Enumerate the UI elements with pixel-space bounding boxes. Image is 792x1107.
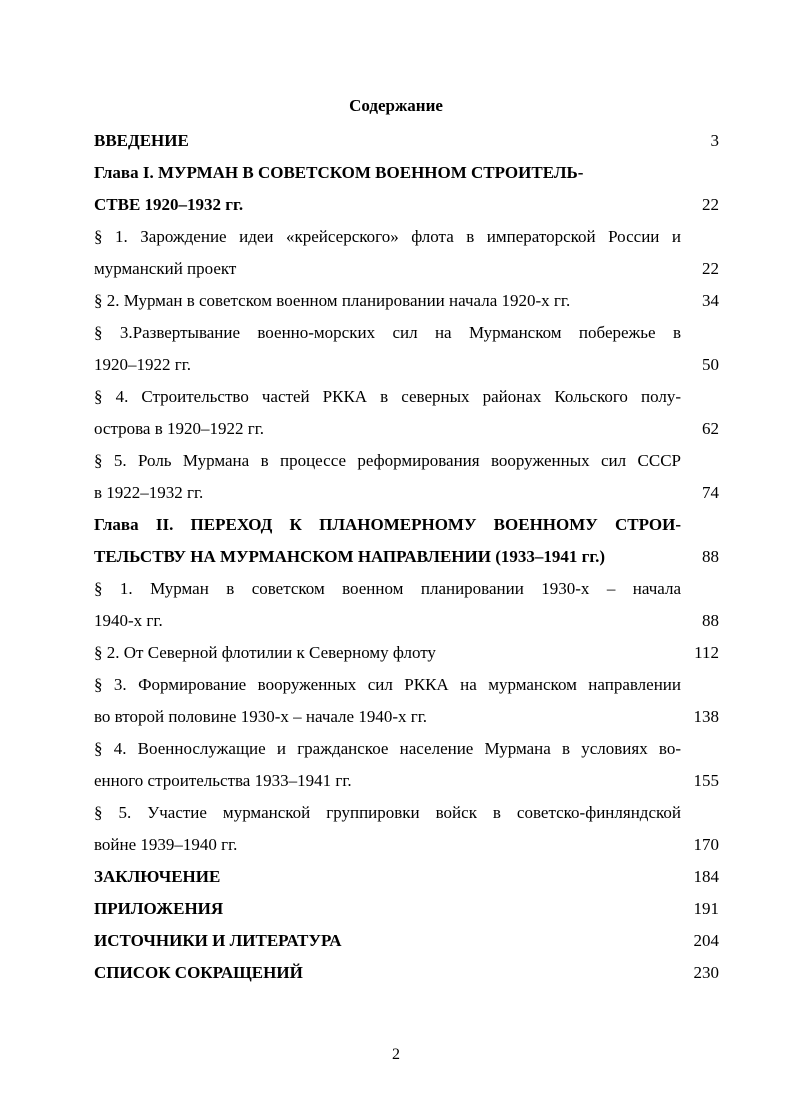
toc-page-number: 88 xyxy=(702,611,719,630)
toc-chapter-1-line-2: СТВЕ 1920–1932 гг. xyxy=(94,195,244,214)
toc-chapter-1-line-1: Глава I. МУРМАН В СОВЕТСКОМ ВОЕННОМ СТРОИТЕЛЬ- xyxy=(94,163,584,182)
toc-page-number: 170 xyxy=(693,835,719,854)
toc-page-number: 3 xyxy=(710,131,719,150)
toc-section-line: § 2. От Северной флотилии к Северному флоту xyxy=(94,643,436,662)
toc-section-line: § 1. Мурман в советском военном планировании 1930-х – начала xyxy=(94,579,681,598)
toc-section-line: в 1922–1932 гг. xyxy=(94,483,204,502)
toc-section-line: § 2. Мурман в советском военном планировании начала 1920-х гг. xyxy=(94,291,571,310)
toc-entry-conclusion: ЗАКЛЮЧЕНИЕ xyxy=(94,867,221,886)
toc-page-number: 74 xyxy=(702,483,719,502)
page-title: Содержание xyxy=(349,96,443,115)
toc-section-line: § 4. Строительство частей РККА в северных районах Кольского полу- xyxy=(94,387,681,406)
toc-chapter-2-line-1: Глава II. ПЕРЕХОД К ПЛАНОМЕРНОМУ ВОЕННОМУ СТРОИ- xyxy=(94,515,681,534)
toc-section-line: § 1. Зарождение идеи «крейсерского» флота в императорской России и xyxy=(94,227,681,246)
toc-page-number: 22 xyxy=(702,195,719,214)
toc-entry-abbreviations: СПИСОК СОКРАЩЕНИЙ xyxy=(94,963,303,982)
toc-section-line: § 4. Военнослужащие и гражданское население Мурмана в условиях во- xyxy=(94,739,681,758)
toc-page-number: 50 xyxy=(702,355,719,374)
toc-page-number: 62 xyxy=(702,419,719,438)
toc-page-number: 88 xyxy=(702,547,719,566)
toc-section-line: 1920–1922 гг. xyxy=(94,355,192,374)
toc-page-number: 204 xyxy=(693,931,719,950)
toc-section-line: § 5. Участие мурманской группировки войск в советско-финляндской xyxy=(94,803,681,822)
toc-section-line: во второй половине 1930-х – начале 1940-х гг. xyxy=(94,707,428,726)
toc-chapter-2-line-2: ТЕЛЬСТВУ НА МУРМАНСКОМ НАПРАВЛЕНИИ (1933–1941 гг.) xyxy=(94,547,606,566)
page-number-footer: 2 xyxy=(392,1046,400,1063)
toc-section-line: § 3.Развертывание военно-морских сил на Мурманском побережье в xyxy=(94,323,681,342)
toc-section-line: войне 1939–1940 гг. xyxy=(94,835,238,854)
toc-page-number: 22 xyxy=(702,259,719,278)
toc-page-number: 155 xyxy=(693,771,719,790)
toc-page-number: 112 xyxy=(694,643,719,662)
toc-entry-appendices: ПРИЛОЖЕНИЯ xyxy=(94,899,224,918)
toc-section-line: § 3. Формирование вооруженных сил РККА на мурманском направлении xyxy=(94,675,681,694)
toc-section-line: 1940-х гг. xyxy=(94,611,163,630)
toc-section-line: енного строительства 1933–1941 гг. xyxy=(94,771,352,790)
toc-page-number: 191 xyxy=(693,899,719,918)
toc-section-line: § 5. Роль Мурмана в процессе реформирования вооруженных сил СССР xyxy=(94,451,681,470)
toc-section-line: мурманский проект xyxy=(94,259,237,278)
toc-entry-sources: ИСТОЧНИКИ И ЛИТЕРАТУРА xyxy=(94,931,342,950)
toc-page-number: 230 xyxy=(693,963,719,982)
toc-page-number: 138 xyxy=(693,707,719,726)
toc-section-line: острова в 1920–1922 гг. xyxy=(94,419,265,438)
toc-entry-introduction: ВВЕДЕНИЕ xyxy=(94,131,189,150)
toc-page-number: 34 xyxy=(702,291,719,310)
toc-page-number: 184 xyxy=(693,867,719,886)
